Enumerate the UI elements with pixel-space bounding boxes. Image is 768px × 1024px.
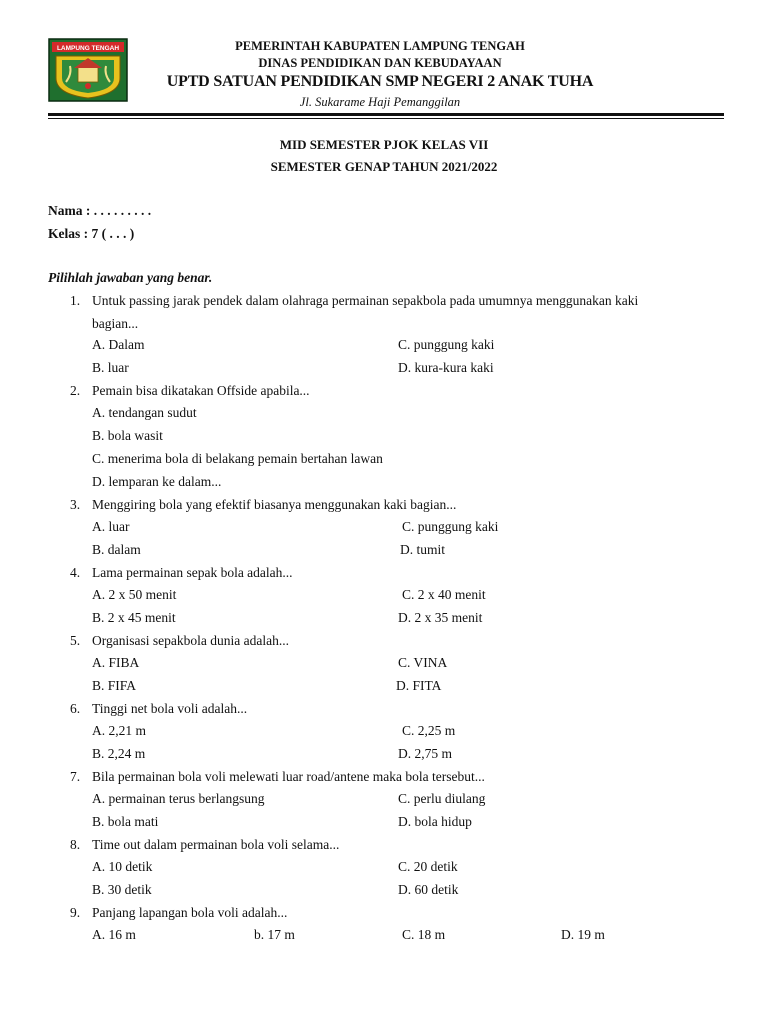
answer-option: B. bola mati — [92, 814, 159, 829]
instruction: Pilihlah jawaban yang benar. — [48, 270, 213, 285]
exam-title: MID SEMESTER PJOK KELAS VII — [279, 137, 489, 152]
answer-option: C. punggung kaki — [402, 519, 499, 534]
answer-option: A. Dalam — [92, 337, 145, 352]
answer-option: C. perlu diulang — [398, 791, 486, 806]
answer-option: A. 2 x 50 menit — [92, 587, 177, 602]
header-divider-thick — [48, 113, 724, 116]
answer-option: A. luar — [92, 519, 130, 534]
exam-semester: SEMESTER GENAP TAHUN 2021/2022 — [270, 159, 498, 174]
answer-option: A. 2,21 m — [92, 723, 146, 738]
question-text: Time out dalam permainan bola voli selama... — [92, 837, 340, 852]
answer-option: C. VINA — [398, 655, 448, 670]
answer-option: B. FIFA — [92, 678, 137, 693]
answer-option: A. FIBA — [92, 655, 140, 670]
answer-option: B. bola wasit — [92, 428, 163, 443]
answer-option: C. punggung kaki — [398, 337, 495, 352]
answer-option: C. menerima bola di belakang pemain bertahan lawan — [92, 451, 383, 466]
answer-option: B. luar — [92, 360, 129, 375]
question-text-continued: bagian... — [92, 316, 139, 331]
question-number: 5. — [70, 633, 81, 648]
answer-option: A. 16 m — [92, 927, 136, 942]
answer-option: D. 2 x 35 menit — [398, 610, 483, 625]
question-number: 8. — [70, 837, 81, 852]
answer-option: D. tumit — [400, 542, 446, 557]
name-field: Nama : . . . . . . . . . — [48, 203, 152, 218]
question-text: Pemain bisa dikatakan Offside apabila... — [92, 383, 310, 398]
answer-option: B. dalam — [92, 542, 141, 557]
answer-option: B. 30 detik — [92, 882, 152, 897]
question-number: 7. — [70, 769, 81, 784]
answer-option: D. 2,75 m — [398, 746, 452, 761]
answer-option: D. lemparan ke dalam... — [92, 474, 222, 489]
question-number: 4. — [70, 565, 81, 580]
class-field: Kelas : 7 ( . . . ) — [48, 226, 135, 241]
answer-option: D. 19 m — [561, 927, 605, 942]
question-number: 9. — [70, 905, 81, 920]
department-name: DINAS PENDIDIKAN DAN KEBUDAYAAN — [258, 56, 502, 70]
emblem-text: LAMPUNG TENGAH — [56, 45, 120, 52]
answer-option: D. FITA — [396, 678, 442, 693]
question-text: Menggiring bola yang efektif biasanya menggunakan kaki bagian... — [92, 497, 457, 512]
header-divider-thin — [48, 118, 724, 119]
question-number: 1. — [70, 293, 81, 308]
answer-option: C. 18 m — [402, 927, 446, 942]
answer-option: C. 20 detik — [398, 859, 458, 874]
answer-option: C. 2,25 m — [402, 723, 456, 738]
answer-option: D. 60 detik — [398, 882, 459, 897]
question-text: Panjang lapangan bola voli adalah... — [92, 905, 288, 920]
answer-option: A. permainan terus berlangsung — [92, 791, 265, 806]
question-text: Organisasi sepakbola dunia adalah... — [92, 633, 289, 648]
answer-option: A. tendangan sudut — [92, 405, 197, 420]
lampung-tengah-emblem — [48, 38, 128, 102]
answer-option: b. 17 m — [254, 927, 295, 942]
school-name: UPTD SATUAN PENDIDIKAN SMP NEGERI 2 ANAK TUHA — [166, 73, 594, 90]
answer-option: D. bola hidup — [398, 814, 472, 829]
answer-option: B. 2 x 45 menit — [92, 610, 176, 625]
answer-option: C. 2 x 40 menit — [402, 587, 486, 602]
answer-option: D. kura-kura kaki — [398, 360, 494, 375]
question-number: 2. — [70, 383, 81, 398]
government-name: PEMERINTAH KABUPATEN LAMPUNG TENGAH — [235, 39, 525, 53]
answer-option: A. 10 detik — [92, 859, 153, 874]
question-number: 3. — [70, 497, 81, 512]
school-address: Jl. Sukarame Haji Pemanggilan — [299, 95, 461, 109]
question-number: 6. — [70, 701, 81, 716]
question-text: Bila permainan bola voli melewati luar road/antene maka bola tersebut... — [92, 769, 485, 784]
answer-option: B. 2,24 m — [92, 746, 146, 761]
question-text: Lama permainan sepak bola adalah... — [92, 565, 293, 580]
question-text: Tinggi net bola voli adalah... — [92, 701, 248, 716]
question-text: Untuk passing jarak pendek dalam olahraga permainan sepakbola pada umumnya menggunakan kaki — [92, 293, 639, 308]
